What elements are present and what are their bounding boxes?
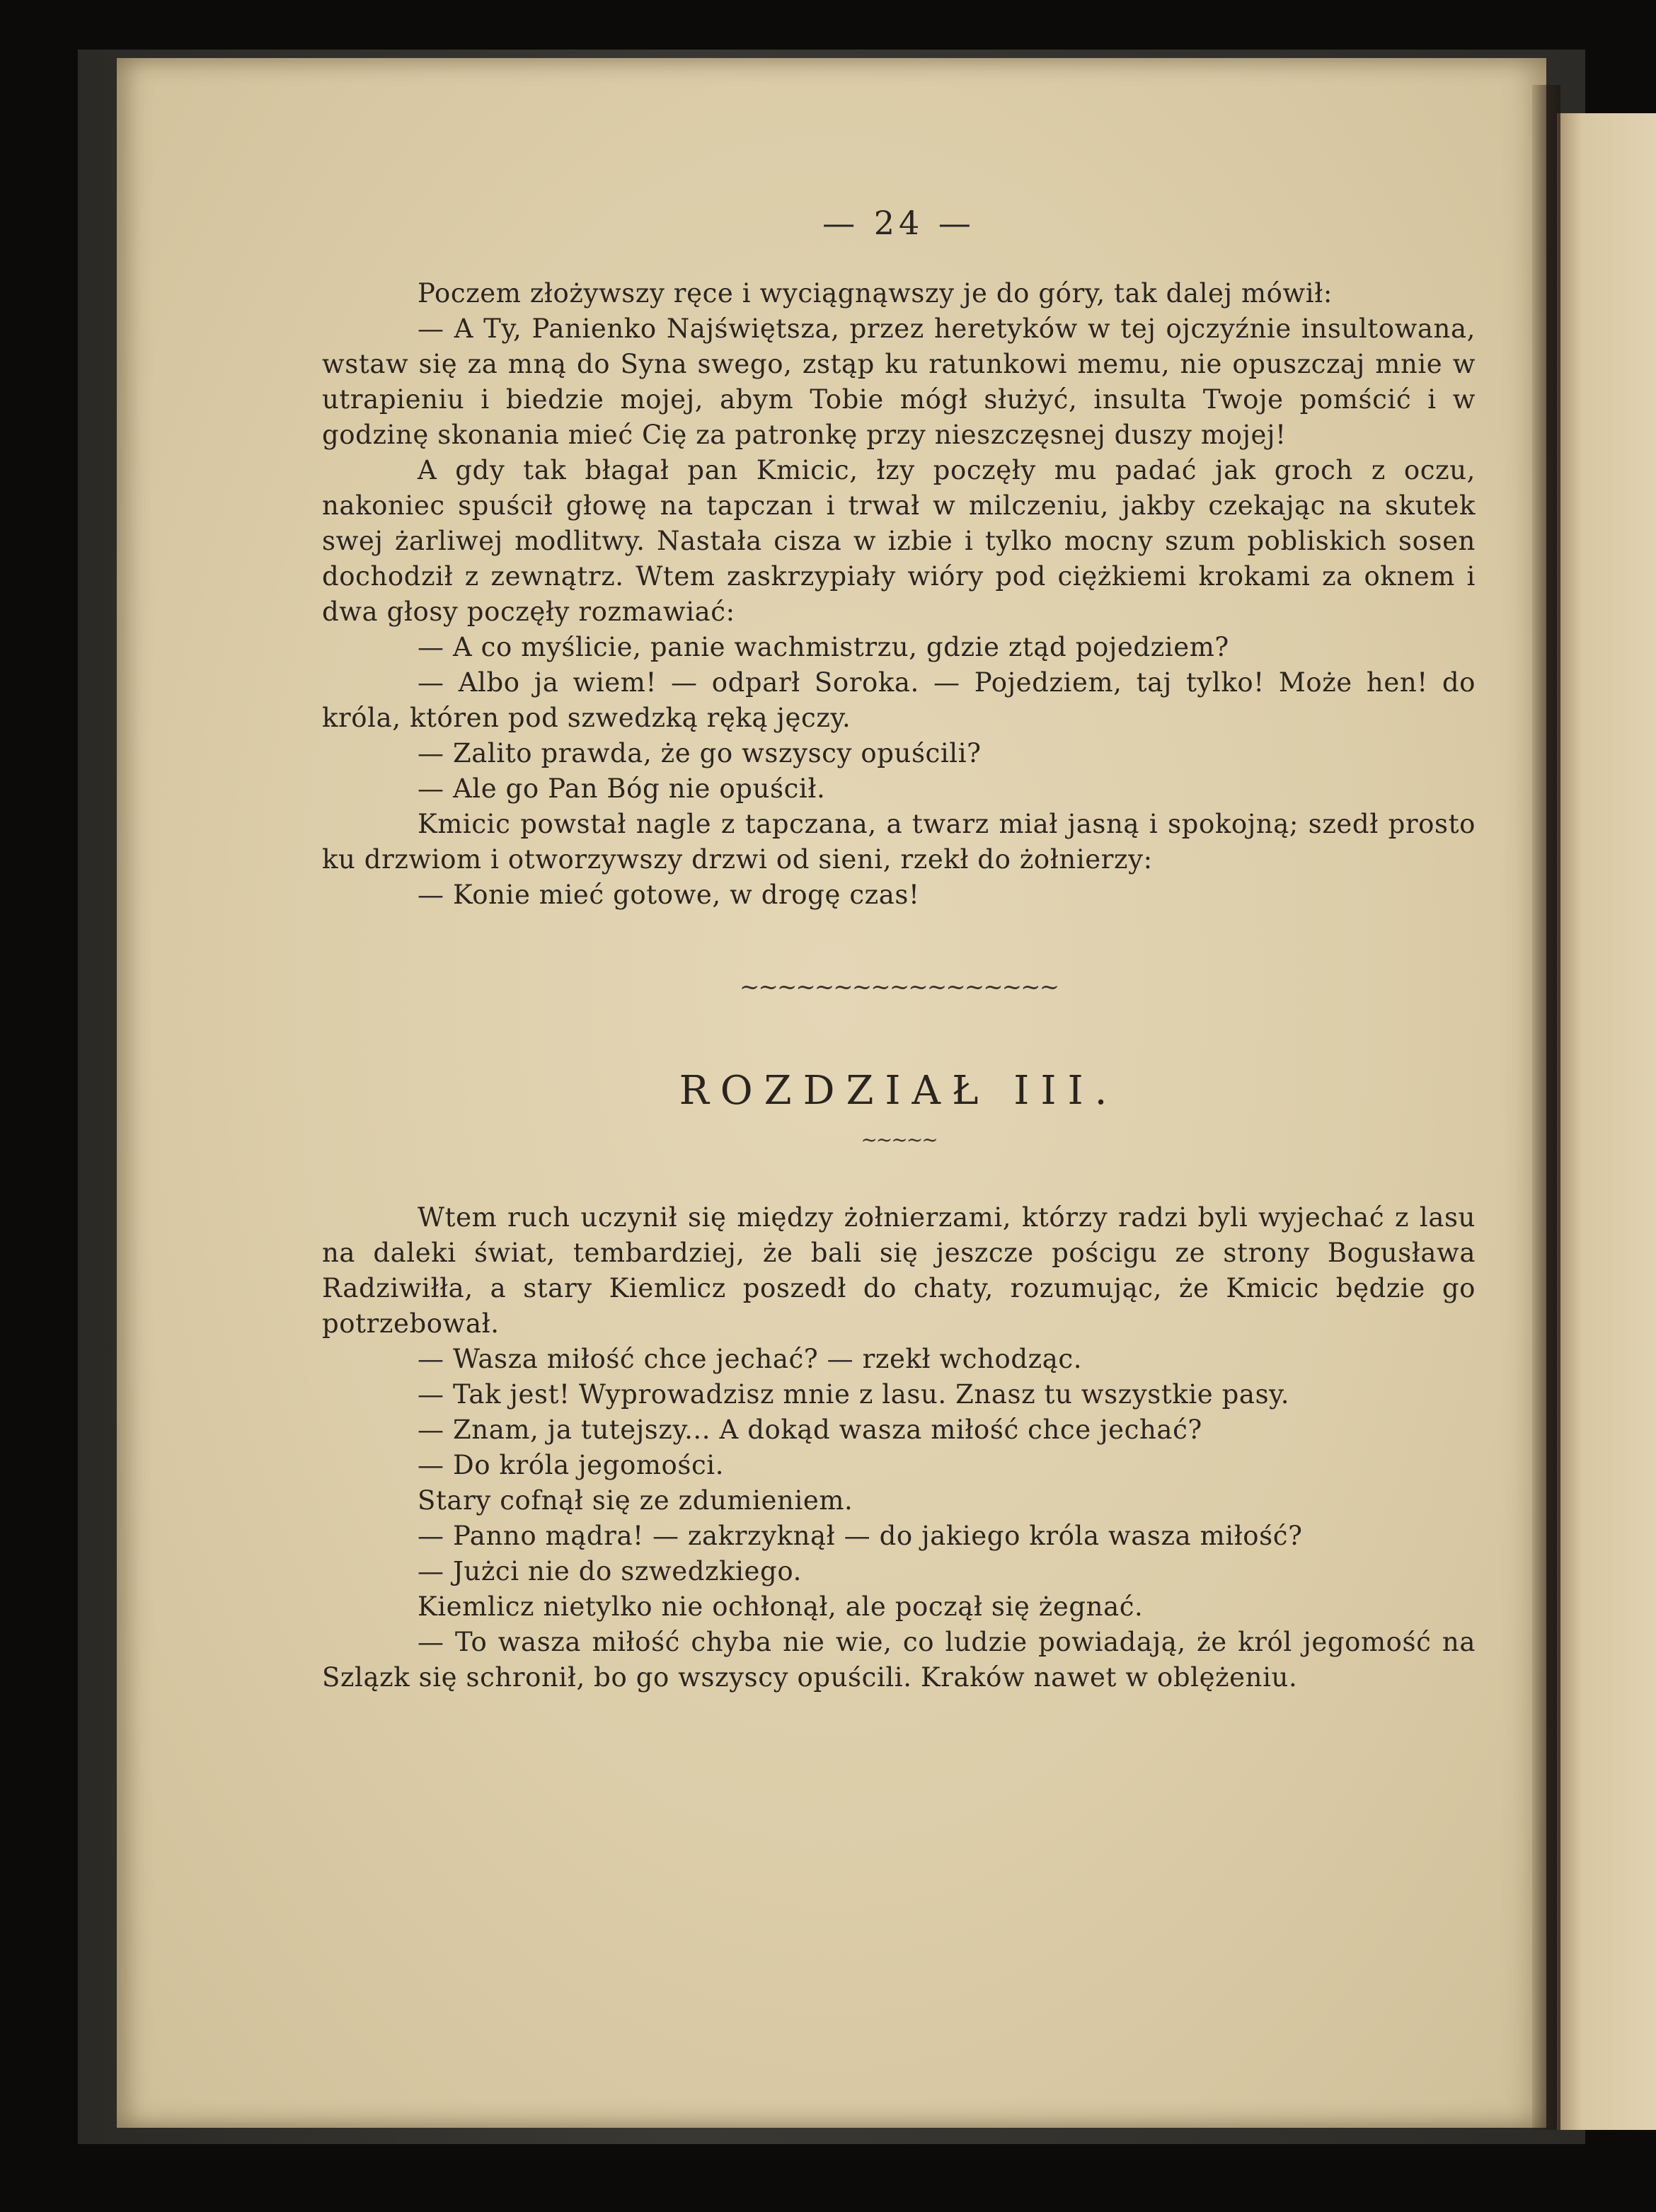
section-top [322,276,1476,913]
paragraph: A gdy tak błagał pan Kmicic, łzy poczęły mu padać jak groch z oczu, nakoniec spuścił głowę na tapczan i trwał w milczeniu, jakby czekając na skutek swej żarliwej modlitwy. Nastała cisza w izbie i tylko mocny szum pobliskich sosen dochodził z zewnątrz. Wtem zaskrzypiały wióry pod ciężkiemi krokami za oknem i dwa głosy poczęły rozmawiać: [322,455,1476,627]
section-bottom [322,1200,1476,1695]
paragraph: — A co myślicie, panie wachmistrzu, gdzie ztąd pojedziem? [418,632,1229,662]
paragraph: — To wasza miłość chyba nie wie, co ludzie powiadają, że król jegomość na Szlązk się schronił, bo go wszyscy opuścili. Kraków nawet w oblężeniu. [322,1627,1476,1693]
paragraph: — Albo ja wiem! — odparł Soroka. — Pojedziem, taj tylko! Może hen! do króla, któren pod szwedzką ręką jęczy. [322,667,1476,733]
paragraph: Stary cofnął się ze zdumieniem. [418,1485,853,1516]
paragraph: — Tak jest! Wyprowadzisz mnie z lasu. Znasz tu wszystkie pasy. [418,1379,1290,1410]
title-ornament: ~~~~~ [861,1128,937,1151]
next-page-edge [1557,113,1656,2130]
paragraph: — Znam, ja tutejszy... A dokąd wasza miłość chce jechać? [418,1415,1202,1445]
paragraph: Wtem ruch uczynił się między żołnierzami, którzy radzi byli wyjechać z lasu na daleki świat, tembardziej, że bali się jeszcze pościgu ze strony Bogusława Radziwiłła, a stary Kiemlicz poszedł do chaty, rozumując, że Kmicic będzie go potrzebował. [322,1202,1476,1339]
paragraph: Kiemlicz nietylko nie ochłonął, ale począł się żegnać. [418,1591,1144,1622]
paragraph: — Panno mądra! — zakrzyknął — do jakiego króla wasza miłość? [418,1521,1303,1551]
paragraph: — A Ty, Panienko Najświętsza, przez heretyków w tej ojczyźnie insultowana, wstaw się za mną do Syna swego, zstąp ku ratunkowi memu, nie opuszczaj mnie w utrapieniu i biedzie mojej, abym Tobie mógł służyć, insulta Twoje pomścić i w godzinę skonania mieć Cię za patronkę przy nieszczęsnej duszy mojej! [322,313,1476,450]
paragraph: — Wasza miłość chce jechać? — rzekł wchodząc. [418,1344,1083,1374]
section-ornament: ~~~~~~~~~~~~~~~~~ [739,973,1059,1001]
paragraph: Kmicic powstał nagle z tapczana, a twarz miał jasną i spokojną; szedł prosto ku drzwiom i otworzywszy drzwi od sieni, rzekł do żołnierzy: [322,809,1476,875]
paragraph: — Ale go Pan Bóg nie opuścił. [418,773,826,804]
page-text [322,205,1476,1695]
gutter-shadow [1532,85,1560,2130]
paragraph: — Konie mieć gotowe, w drogę czas! [418,880,920,910]
chapter-title: ROZDZIAŁ III. [679,1068,1119,1114]
paragraph: — Zalito prawda, że go wszyscy opuścili? [418,738,982,768]
paragraph: — Jużci nie do szwedzkiego. [418,1556,802,1586]
paragraph: — Do króla jegomości. [418,1450,725,1480]
paragraph: Poczem złożywszy ręce i wyciągnąwszy je do góry, tak dalej mówił: [418,278,1333,309]
page-number: — 24 — [822,204,975,242]
